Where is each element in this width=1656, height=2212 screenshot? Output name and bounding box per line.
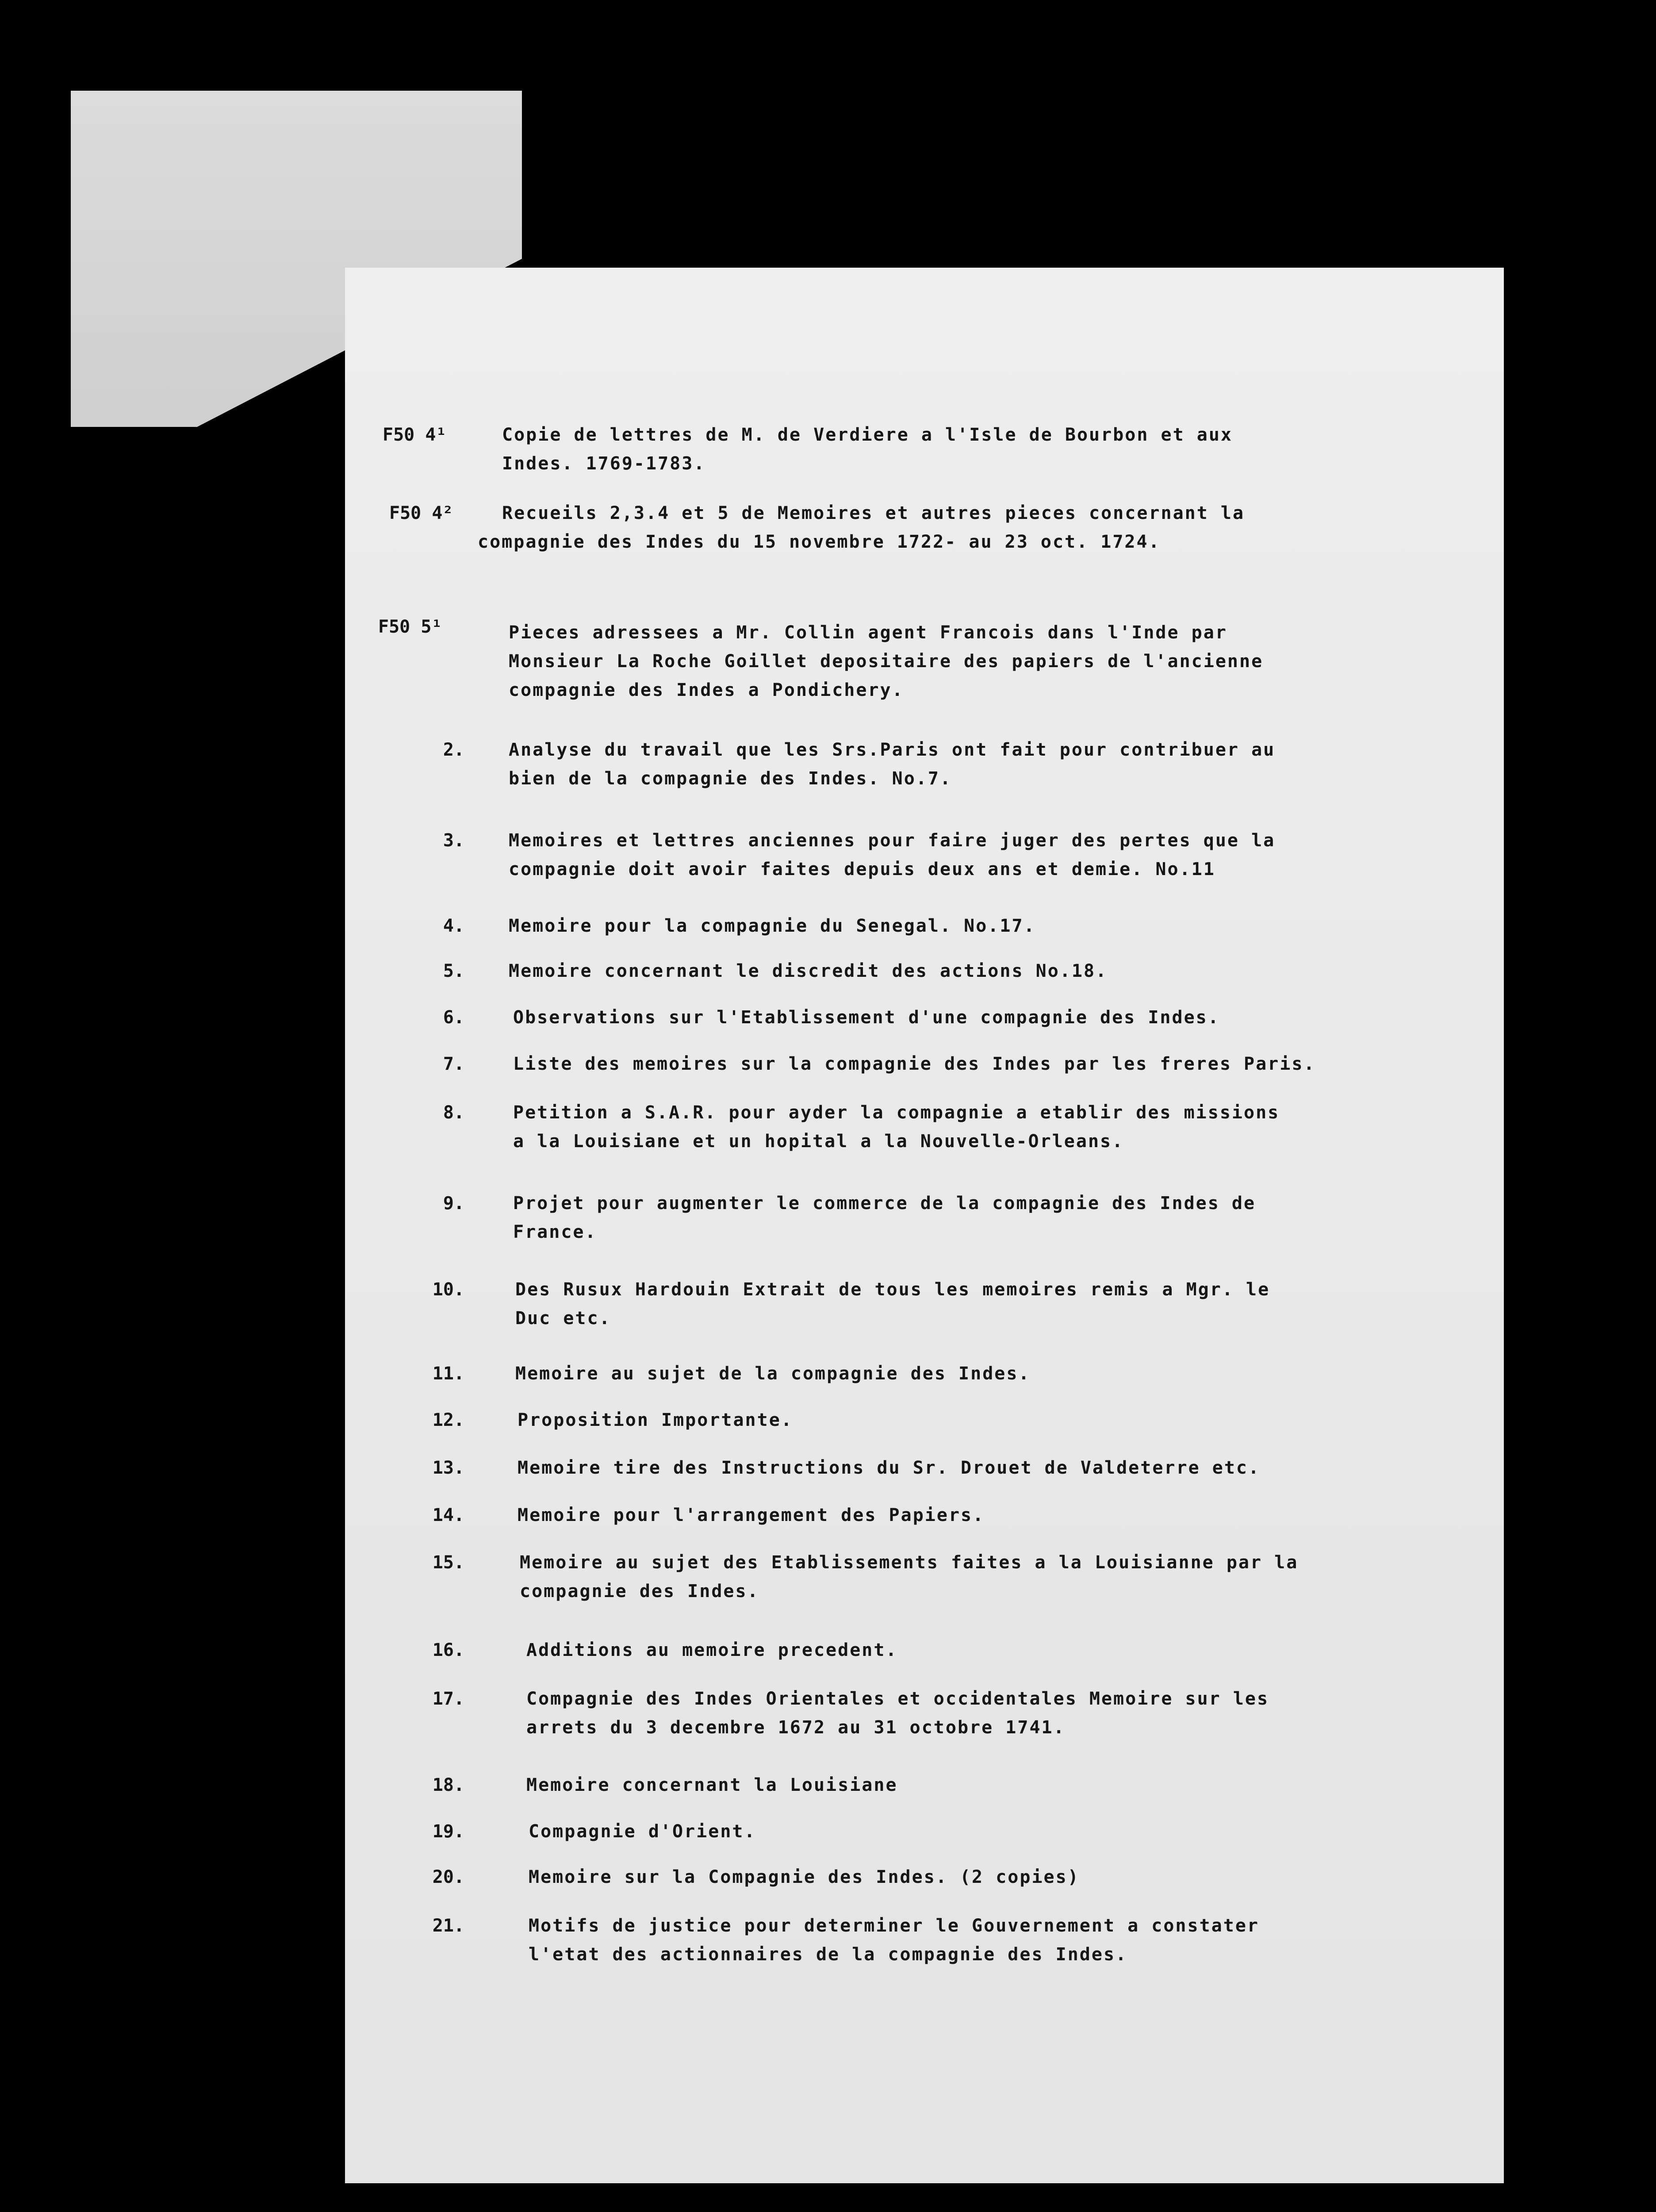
entry-line: Recueils 2,3.4 et 5 de Memoires et autres pieces concernant la	[502, 503, 1245, 523]
entry-number: 5.	[443, 961, 464, 981]
entry-number: 7.	[443, 1054, 464, 1074]
entry-number: 6.	[443, 1007, 464, 1028]
document-page	[345, 268, 1504, 2183]
entry-line: compagnie des Indes.	[520, 1581, 759, 1601]
entry-line: Petition a S.A.R. pour ayder la compagnie a etablir des missions	[513, 1102, 1280, 1123]
entry-line: arrets du 3 decembre 1672 au 31 octobre 1741.	[526, 1717, 1066, 1738]
entry-line: Copie de lettres de M. de Verdiere a l'Isle de Bourbon et aux	[502, 425, 1233, 445]
entry-number: 18.	[432, 1775, 464, 1795]
entry-number: 11.	[432, 1363, 464, 1384]
entry-line: Memoire concernant le discredit des actions No.18.	[509, 961, 1108, 981]
entry-number: 9.	[443, 1193, 464, 1214]
entry-line: compagnie des Indes a Pondichery.	[509, 680, 904, 700]
entry-line: a la Louisiane et un hopital a la Nouvelle-Orleans.	[513, 1131, 1124, 1152]
entry-line: Memoire pour l'arrangement des Papiers.	[518, 1505, 985, 1525]
entry-line: Analyse du travail que les Srs.Paris ont fait pour contribuer au	[509, 740, 1276, 760]
entry-ref-1: F50 4¹	[383, 425, 447, 445]
entry-line: Observations sur l'Etablissement d'une compagnie des Indes.	[513, 1007, 1220, 1028]
entry-line: Memoire au sujet de la compagnie des Indes.	[515, 1363, 1031, 1384]
entry-line: Memoire sur la Compagnie des Indes. (2 copies)	[529, 1867, 1080, 1887]
entry-line: Liste des memoires sur la compagnie des Indes par les freres Paris.	[513, 1054, 1316, 1074]
entry-number: 20.	[432, 1867, 464, 1887]
entry-line: Monsieur La Roche Goillet depositaire des papiers de l'ancienne	[509, 651, 1264, 672]
entry-line: France.	[513, 1222, 597, 1242]
entry-line: Des Rusux Hardouin Extrait de tous les memoires remis a Mgr. le	[515, 1279, 1270, 1300]
group-ref: F50 5¹	[378, 617, 442, 637]
entry-line: Memoire au sujet des Etablissements faites a la Louisianne par la	[520, 1552, 1299, 1573]
entry-line: l'etat des actionnaires de la compagnie des Indes.	[529, 1944, 1128, 1965]
entry-line: Proposition Importante.	[518, 1410, 793, 1430]
entry-line: Compagnie des Indes Orientales et occidentales Memoire sur les	[526, 1689, 1269, 1709]
entry-number: 21.	[432, 1916, 464, 1936]
entry-line: compagnie doit avoir faites depuis deux ans et demie. No.11	[509, 859, 1215, 879]
entry-line: Duc etc.	[515, 1308, 611, 1329]
entry-line: Pieces adressees a Mr. Collin agent Francois dans l'Inde par	[509, 622, 1227, 643]
entry-number: 10.	[432, 1279, 464, 1300]
entry-number: 13.	[432, 1458, 464, 1478]
entry-line: compagnie des Indes du 15 novembre 1722- au 23 oct. 1724.	[478, 532, 1161, 552]
entry-number: 19.	[432, 1821, 464, 1842]
entry-line: Memoire tire des Instructions du Sr. Drouet de Valdeterre etc.	[518, 1458, 1261, 1478]
entry-line: Compagnie d'Orient.	[529, 1821, 756, 1842]
entry-number: 16.	[432, 1640, 464, 1660]
entry-line: Motifs de justice pour determiner le Gouvernement a constater	[529, 1916, 1260, 1936]
entry-line: Indes. 1769-1783.	[502, 453, 706, 474]
entry-number: 15.	[432, 1552, 464, 1573]
entry-number: 8.	[443, 1102, 464, 1123]
entry-number: 4.	[443, 916, 464, 936]
entry-ref-2: F50 4²	[389, 503, 453, 523]
entry-line: bien de la compagnie des Indes. No.7.	[509, 768, 952, 789]
entry-number: 12.	[432, 1410, 464, 1430]
entry-line: Memoire pour la compagnie du Senegal. No.17.	[509, 916, 1036, 936]
entry-number: 17.	[432, 1689, 464, 1709]
entry-line: Memoire concernant la Louisiane	[526, 1775, 898, 1795]
entry-line: Memoires et lettres anciennes pour faire juger des pertes que la	[509, 830, 1276, 851]
entry-number: 2.	[443, 740, 464, 760]
entry-number: 3.	[443, 830, 464, 851]
entry-line: Projet pour augmenter le commerce de la compagnie des Indes de	[513, 1193, 1256, 1214]
entry-number: 14.	[432, 1505, 464, 1525]
entry-line: Additions au memoire precedent.	[526, 1640, 898, 1660]
